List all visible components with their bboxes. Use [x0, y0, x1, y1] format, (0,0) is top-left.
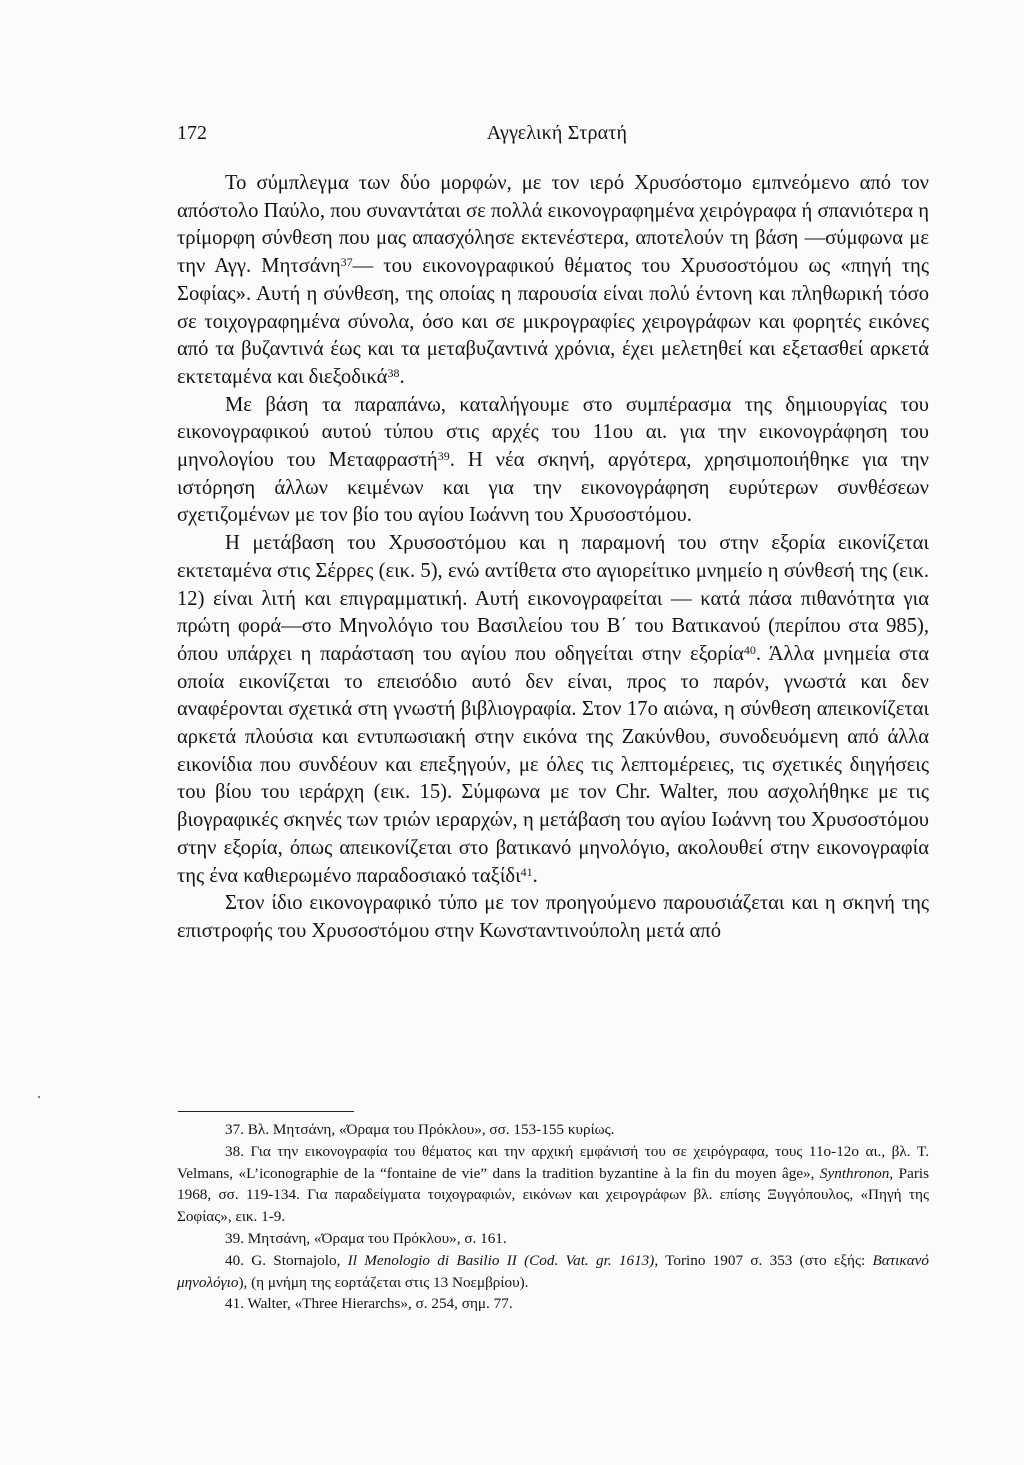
paragraph-1 — [177, 170, 929, 392]
footnote-40-short-title: Βατικανό μηνολόγιο — [177, 1251, 930, 1291]
page-header — [177, 122, 937, 150]
paragraph-3-text-b: . Άλλα μνημεία στα οποία εικονίζεται το επεισόδιο αυτό δεν είναι, προς το παρόν, γνωστά και δεν αναφέρονται σχετικά στη γνωστή βιβλιογραφία. Στον 17ο αιώνα, η σύνθεση απεικονίζεται αρκετά πλούσια και εντυπωσιακή στην εικόνα της Ζακύνθου, συνοδευόμενη από άλλα εικονίδια που συνδέουν και επεξηγούν, με όλες τις λεπτομέρειες, τις σχετικές διηγήσεις του βίου του ιεράρχη (εικ. 15). Σύμφωνα με τον Chr. Walter, που ασχολήθηκε με τις βιογραφικές σκηνές των τριών ιεραρχών, η μετάβαση του αγίου Ιωάννη του Χρυσοστόμου στην εξορία, όπως απεικονίζεται στο βατικανό μηνολόγιο, ακολουθεί στην εικονογραφία της ένα καθιερωμένο παραδοσιακό ταξίδι — [177, 642, 929, 887]
paragraph-1-text-b: — του εικονογραφικού θέματος του Χρυσοστόμου ως «πηγή της Σοφίας». Αυτή η σύνθεση, της οποίας η παρουσία είναι πολύ έντονη και πληθωρική τόσο σε τοιχογραφημένα σύνολα, όσο και σε μικρογραφίες χειρογράφων και φορητές εικόνες από τα βυζαντινά έως και τα μεταβυζαντινά χρόνια, έχει μελετηθεί και εξετασθεί αρκετά εκτεταμένα και διεξοδικά — [177, 255, 929, 388]
paragraph-1-text-a: Το σύμπλεγμα των δύο μορφών, με τον ιερό Χρυσόστομο εμπνεόμενο από τον απόστολο Παύλο, που συναντάται σε πολλά εικονογραφημένα χειρόγραφα ή σπανιότερα η τρίμορφη σύνθεση που μας απασχόλησε εκτενέστερα, αποτελούν τη βάση —σύμφωνα με την Αγγ. Μητσάνη — [177, 172, 929, 278]
footnote-ref-37: 37 — [340, 255, 353, 270]
footnote-38-text-b: , Paris 1968, σσ. 119-134. Για παραδείγματα τοιχογραφιών, εικόνων και χειρογράφων βλ. επίσης Ξυγγόπουλος, «Πηγή της Σοφίας», εικ. 1-9. — [177, 1164, 929, 1226]
paragraph-3-text-c: . — [532, 864, 538, 887]
paragraph-2-text-b: . Η νέα σκηνή, αργότερα, χρησιμοποιήθηκε για την ιστόρηση άλλων κειμένων και για την εικονογράφηση ευρύτερων συνθέσεων σχετιζομένων με τον βίο του αγίου Ιωάννη του Χρυσοστόμου. — [177, 449, 929, 527]
footnote-38-text-a: 38. Για την εικονογραφία του θέματος και την αρχική εμφάνισή του σε χειρόγραφα, τους 11ο-12ο αι., βλ. T. Velmans, «L’iconographie de la “fontaine de vie” dans la tradition byzantine à la fin du moyen âge», — [177, 1142, 929, 1182]
main-text — [177, 170, 929, 946]
paragraph-2 — [177, 392, 929, 531]
page-number: 172 — [177, 122, 207, 144]
paragraph-2-text-a: Με βάση τα παραπάνω, καταλήγουμε στο συμπέρασμα της δημιουργίας του εικονογραφικού αυτού τύπου στις αρχές του 11ου αι. για την εικονογράφηση του μηνολογίου του Μεταφραστή — [177, 393, 929, 472]
footnote-38 — [177, 1141, 929, 1228]
footnote-39: 39. Μητσάνη, «Όραμα του Πρόκλου», σ. 161. — [225, 1229, 507, 1247]
footnote-40-title: Il Menologio di Basilio II (Cod. Vat. gr. 1613), — [347, 1251, 659, 1269]
paragraph-3 — [177, 530, 929, 890]
footnote-ref-38: 38 — [387, 365, 400, 380]
footnote-37: 37. Βλ. Μητσάνη, «Όραμα του Πρόκλου», σσ. 153-155 κυρίως. — [225, 1121, 615, 1138]
footnote-40-text-b: Torino 1907 σ. 353 (στο εξής: — [658, 1251, 873, 1269]
paragraph-4 — [177, 890, 929, 945]
running-title: Αγγελική Στρατή — [486, 122, 628, 144]
footnote-40-text-a: 40. G. Stornajolo, — [225, 1251, 348, 1269]
footnote-ref-40: 40 — [743, 642, 756, 657]
footnote-40-text-c: ), (η μνήμη της εορτάζεται στις 13 Νοεμβρίου). — [238, 1273, 529, 1291]
footnote-40 — [177, 1250, 929, 1294]
footnote-38-journal: Synthronon — [819, 1164, 890, 1182]
footnotes — [177, 1119, 929, 1315]
paragraph-1-text-c: . — [399, 365, 405, 388]
footnote-ref-41: 41 — [520, 864, 533, 879]
footnote-41: 41. Walter, «Three Hierarchs», σ. 254, σημ. 77. — [225, 1295, 513, 1313]
paragraph-4-text: Στον ίδιο εικονογραφικό τύπο με τον προηγούμενο παρουσιάζεται και η σκηνή της επιστροφής του Χρυσοστόμου στην Κωνσταντινούπολη μετά από — [177, 892, 929, 942]
paragraph-3-text-a: Η μετάβαση του Χρυσοστόμου και η παραμονή του στην εξορία εικονίζεται εκτεταμένα στις Σέρρες (εικ. 5), ενώ αντίθετα στο αγιορείτικο μνημείο η σύνθεσή της (εικ. 12) είναι λιτή και επιγραμματική. Αυτή εικονογραφείται — κατά πάσα πιθανότητα για πρώτη φορά—στο Μηνολόγιο του Βασιλείου του Β΄ του Βατικανού (περίπου στα 985), όπου υπάρχει η παράσταση του αγίου που οδηγείται στην εξορία — [177, 532, 929, 665]
footnote-ref-39: 39 — [437, 449, 450, 464]
footnote-separator — [178, 1111, 354, 1112]
margin-speck — [38, 1096, 40, 1098]
